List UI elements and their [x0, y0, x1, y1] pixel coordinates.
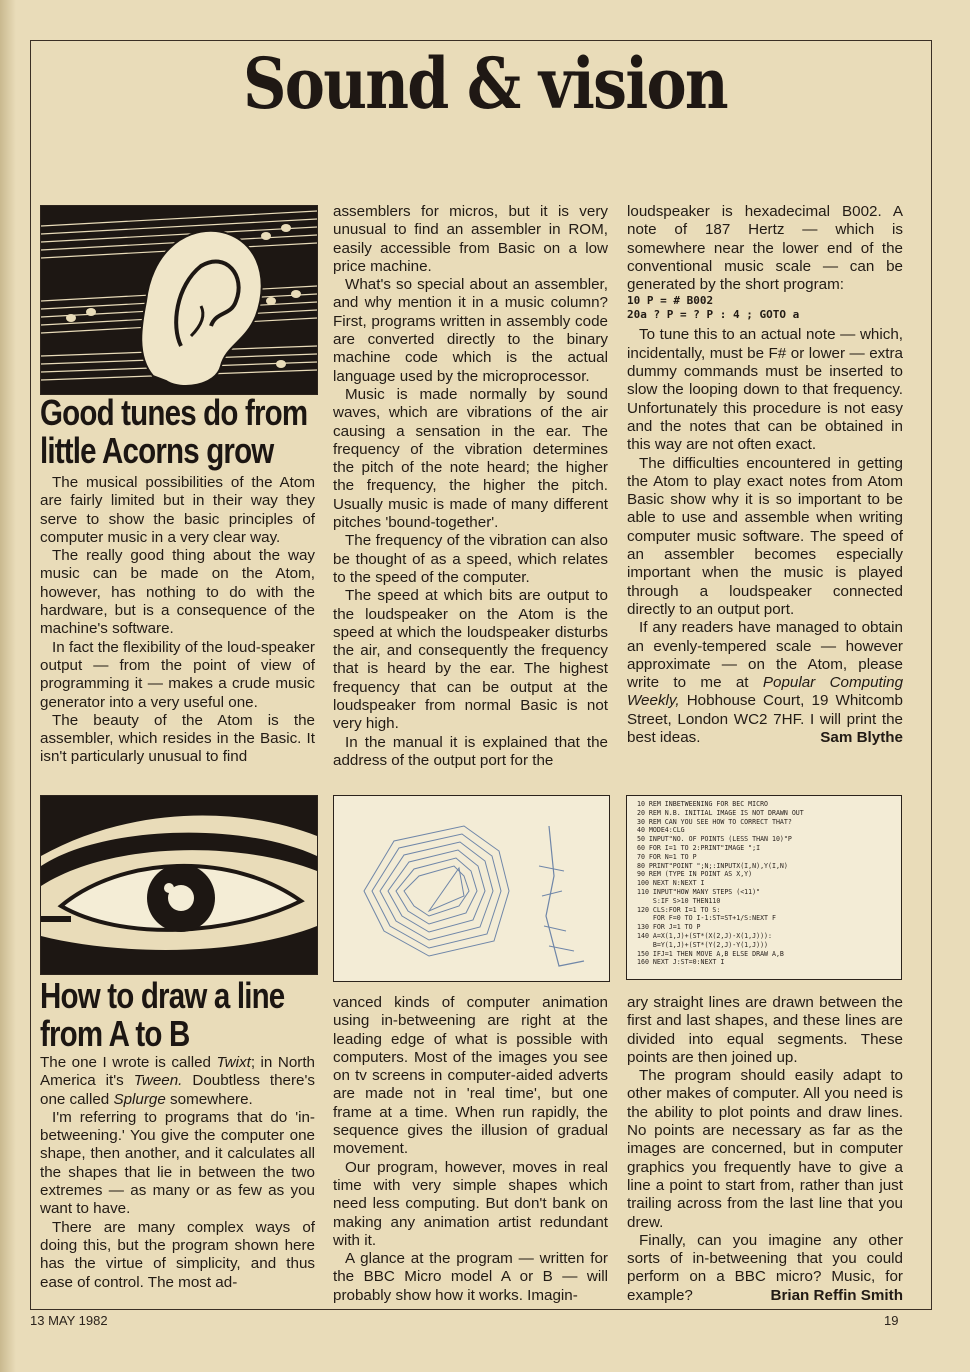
listing-line: 160 NEXT J:ST=0:NEXT I [637, 958, 725, 967]
paragraph: loudspeaker is hexadecimal B002. A note of 187 Hertz — which is somewhere near the lower end of the conventional music scale — can be generated by the short program: [627, 203, 903, 294]
listing-line: FOR F=0 TO I-1:ST=ST+1/S:NEXT F [637, 914, 776, 923]
text: somewhere. [165, 1090, 253, 1108]
text: Hobhouse Court, 19 Whitcomb Street, London WC2 7HF. I will print the best ideas. [627, 692, 903, 747]
paragraph: To tune this to an actual note — which, incidentally, must be F# or lower — extra dummy commands must be inserted to slow the looping down to that frequency. Unfortunately this procedure is not easy and the notes that can be obtained in this way are not often exact. [627, 326, 903, 454]
article1-column1 [40, 474, 315, 767]
listing-line: B=Y(1,J)+(ST*(Y(2,J)-Y(1,J))) [637, 940, 769, 949]
article1-column3 [627, 203, 903, 747]
paragraph: What's so special about an assembler, and why mention it in a music column? First, programs written in assembly code are converted directly to the binary machine code which is the actual language used by the microprocessor. [333, 276, 608, 385]
listing-line: 130 FOR J=1 TO P [637, 923, 701, 932]
footer-date: 13 MAY 1982 [30, 1313, 108, 1328]
byline: Brian Reffin Smith [770, 1286, 903, 1304]
inbetween-shapes-icon [334, 796, 609, 981]
paragraph: assemblers for micros, but it is very unusual to find an assembler in ROM, easily accessible from Basic on a low price machine. [333, 203, 608, 275]
program-listing [626, 795, 902, 980]
paragraph: The really good thing about the way music can be made on the Atom, however, has nothing to do with the hardware, but is a consequence of the machine's software. [40, 547, 315, 638]
paragraph: In fact the flexibility of the loud-speaker output — from the point of view of programming it — makes a crude music generator into a very useful one. [40, 638, 315, 711]
paragraph: The beauty of the Atom is the assembler, which resides in the Basic. It isn't particularly unusual to find [40, 711, 315, 766]
program-name: Twixt [216, 1054, 251, 1071]
text: Finally, can you imagine any other sorts of in-betweening that you could perform on a BBC micro? Music, for example? [627, 1231, 903, 1304]
code-line: 10 P = # B002 [627, 294, 714, 308]
listing-line: 150 IFJ=1 THEN MOVE A,B ELSE DRAW A,B [637, 949, 784, 958]
listing-line: 40 MODE4:CLG [637, 826, 685, 835]
paragraph: In the manual it is explained that the address of the output port for the [333, 733, 608, 769]
listing-line: 120 CLS:FOR I=1 TO S: [637, 905, 721, 914]
paragraph: The speed at which bits are output to the loudspeaker on the Atom is the speed at which the loudspeaker disturbs the air, and consequently the frequency that is heard by the ear. The highest frequency that can be output at the loudspeaker from normal Basic is not very high. [333, 587, 608, 733]
listing-line: 100 NEXT N:NEXT I [637, 879, 705, 888]
article1-headline-line2: little Acorns grow [40, 430, 274, 471]
paragraph: Our program, however, moves in real time with very simple shapes which need less computing. But don't bank on making any animation artist redundant with it. [333, 1158, 608, 1249]
article2-column1 [40, 1054, 315, 1292]
byline: Sam Blythe [820, 729, 903, 747]
listing-line: 70 FOR N=1 TO P [637, 852, 697, 861]
ear-icon [41, 206, 317, 394]
paragraph: I'm referring to programs that do 'in-betweening.' You give the computer one shape, then another, and it calculates all the shapes that lie in between the two extremes — as many or as few as you want to have. [40, 1108, 315, 1218]
paragraph: A glance at the program — written for the BBC Micro model A or B — will probably show how it works. Imagin- [333, 1250, 608, 1304]
listing-line: 20 REM N.B. INITIAL IMAGE IS NOT DRAWN OUT [637, 808, 804, 817]
article2-headline [40, 977, 284, 1053]
article1-column2 [333, 203, 608, 770]
listing-line: 10 REM INBETWEENING FOR BEC MICRO [637, 800, 769, 808]
paragraph: There are many complex ways of doing this, but the program shown here has the virtue of simplicity, and thus ease of control. The most ad- [40, 1218, 315, 1291]
footer-page-number: 19 [884, 1313, 899, 1328]
ear-music-illustration [40, 205, 318, 395]
paragraph: The difficulties encountered in getting the Atom to play exact notes from Atom Basic show why it is so important to be able to use and assemble when writing computer music software. The speed of an assembler becomes especially important when the music is played through a loudspeaker connected directly to an output port. [627, 454, 903, 618]
article2-column2 [333, 994, 608, 1305]
listing-line: 80 PRINT"POINT ";N;:INPUTX(I,N),Y(I,N) [637, 861, 788, 870]
listing-line: 50 INPUT"NO. OF POINTS (LESS THAN 10)"P [637, 835, 792, 844]
listing-line: 140 A=X(1,J)+(ST*(X(2,J)-X(1,J))): [637, 931, 772, 940]
paragraph: Music is made normally by sound waves, which are vibrations of the air causing a sensation in the ear. The frequency of the vibration determines the pitch of the note heard; the higher the frequency, the higher the pitch. Usually music is made of many different pitches 'bound-together'. [333, 385, 608, 532]
article1-headline [40, 394, 307, 470]
paragraph [627, 1232, 903, 1305]
text: ; in North America it's [40, 1054, 315, 1090]
paragraph: The musical possibilities of the Atom are fairly limited but in their way they serve to show the basic principles of computer music in a very clear way. [40, 474, 315, 546]
text: The one I wrote is called [40, 1054, 217, 1071]
listing-line: 90 REM (TYPE IN POINT AS X,Y) [637, 870, 753, 879]
paragraph: The program should easily adapt to other makes of computer. All you need is the ability to plot points and draw lines. No points are necessary as far as the images are concerned, but in computer graphics you frequently have to give a line a point to start from, rather than just trailing across from the last line that you drew. [627, 1067, 903, 1231]
article2-column3 [627, 994, 903, 1305]
program-name: Splurge [113, 1090, 166, 1108]
publication-name: Popular Computing Weekly, [627, 674, 904, 710]
paragraph: ary straight lines are drawn between the first and last shapes, and these lines are divided into equal segments. These points are then joined up. [627, 994, 903, 1066]
text: If any readers have managed to obtain an evenly-tempered scale — however approximate — on the Atom, please write to me at [627, 619, 903, 692]
article2-headline-line1: How to draw a line [40, 975, 285, 1016]
eye-icon [41, 796, 317, 974]
paragraph: vanced kinds of computer animation using in-betweening are right at the leading edge of what is possible with computers. Most of the images you see on tv screens in computer-aided adverts are made not in 'real time', but one frame at a time. When run rapidly, the sequence gives the illusion of gradual movement. [333, 994, 608, 1158]
program-name: Tween. [133, 1072, 183, 1090]
article2-headline-line2: from A to B [40, 1013, 190, 1054]
paragraph: The frequency of the vibration can also be thought of as a speed, which relates to the speed of the computer. [333, 532, 608, 586]
page-gutter-shadow [0, 0, 16, 1372]
listing-line: 60 FOR I=1 TO 2:PRINT"IMAGE ";I [637, 843, 761, 852]
code-line: 20a ? P = ? P : 4 ; GOTO a [627, 308, 800, 322]
listing-line: S:IF S>10 THEN110 [637, 896, 721, 905]
listing-line: 110 INPUT"HOW MANY STEPS (<11)" [637, 887, 761, 896]
masthead-title: Sound & vision [243, 42, 727, 125]
eye-illustration [40, 795, 318, 975]
article1-headline-line1: Good tunes do from [40, 392, 308, 433]
inbetweening-drawing [333, 795, 610, 982]
paragraph [40, 1054, 315, 1109]
paragraph [627, 619, 903, 747]
text: Doubtless there's one called [40, 1072, 315, 1108]
listing-line: 30 REM CAN YOU SEE HOW TO CORRECT THAT? [637, 817, 792, 826]
